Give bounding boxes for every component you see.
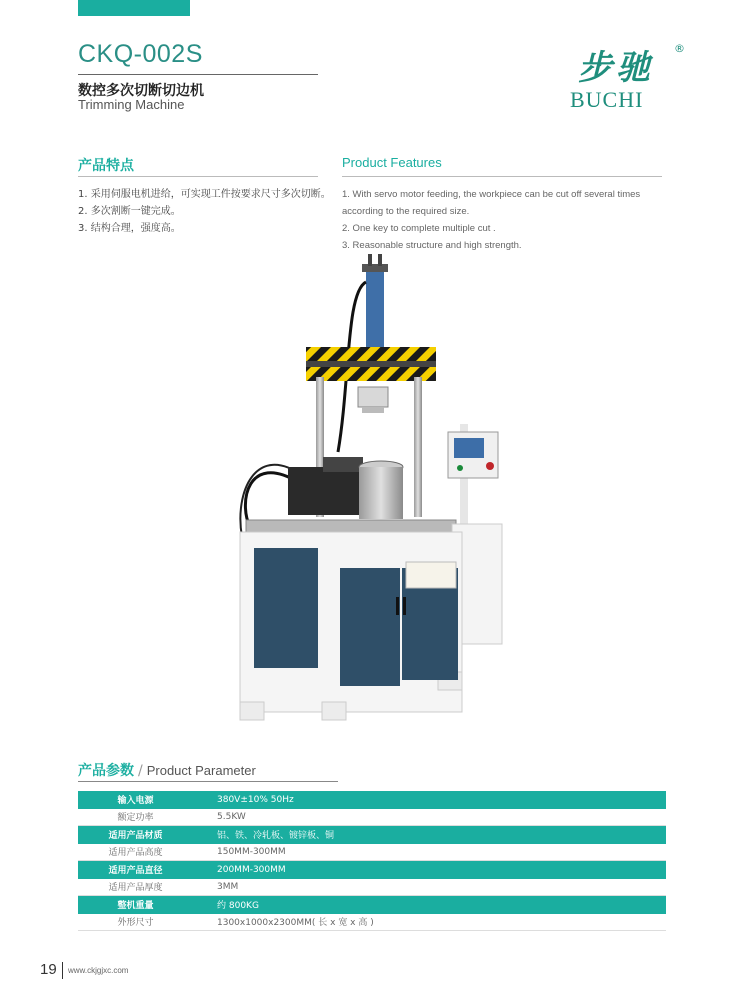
param-value: 铝、铁、冷轧板、镀锌板、铜 bbox=[217, 831, 335, 842]
param-label: 适用产品高度 bbox=[108, 848, 163, 859]
header-divider bbox=[78, 74, 318, 75]
product-title-en: Trimming Machine bbox=[78, 97, 185, 112]
feature-item-cn: 3. 结构合理，强度高。 bbox=[78, 223, 181, 234]
table-row bbox=[78, 879, 666, 897]
param-label: 外形尺寸 bbox=[117, 918, 154, 929]
features-divider-cn bbox=[78, 176, 318, 177]
model-number: CKQ-002S bbox=[78, 40, 203, 68]
table-row bbox=[78, 861, 666, 879]
registered-mark: ® bbox=[674, 42, 685, 55]
hydraulic-cylinder bbox=[366, 270, 384, 360]
machine-image bbox=[228, 252, 518, 722]
page-number: 19 bbox=[40, 961, 57, 978]
feature-item-en: 3. Reasonable structure and high strength. bbox=[342, 240, 522, 251]
brand-logo bbox=[568, 40, 688, 112]
table-row bbox=[78, 826, 666, 844]
top-crossbeam bbox=[306, 347, 436, 361]
param-value: 1300x1000x2300MM( 长 x 宽 x 高 ) bbox=[217, 918, 374, 929]
param-value: 200MM-300MM bbox=[217, 864, 286, 875]
features-heading-en: Product Features bbox=[342, 155, 442, 170]
feature-item-cn: 2. 多次割断一键完成。 bbox=[78, 206, 181, 217]
feature-item-cn: 1. 采用伺服电机进给，可实现工件按要求尺寸多次切断。 bbox=[78, 189, 331, 200]
features-list-cn bbox=[78, 186, 331, 237]
nameplate bbox=[406, 562, 456, 588]
workpiece-chuck bbox=[359, 467, 403, 519]
table-row bbox=[78, 809, 666, 827]
feature-item-en: 1. With servo motor feeding, the workpiece can be cut off several times according to the required size. bbox=[342, 189, 641, 217]
parameters-divider bbox=[78, 781, 338, 782]
table-row bbox=[78, 791, 666, 809]
param-label: 适用产品材质 bbox=[108, 831, 163, 842]
param-label: 整机重量 bbox=[117, 901, 154, 912]
param-label: 额定功率 bbox=[117, 813, 154, 824]
param-value: 150MM-300MM bbox=[217, 846, 286, 857]
param-value: 5.5KW bbox=[217, 811, 246, 822]
features-heading-cn: 产品特点 bbox=[78, 158, 134, 174]
worktable bbox=[246, 520, 456, 532]
features-divider-en bbox=[342, 176, 662, 177]
table-row bbox=[78, 896, 666, 914]
logo-text-en: BUCHI bbox=[570, 87, 644, 112]
top-accent-bar bbox=[78, 0, 190, 16]
heading-slash: / bbox=[138, 763, 143, 779]
param-value: 约 800KG bbox=[217, 901, 259, 912]
logo-text-cn: 步驰 bbox=[578, 48, 654, 88]
param-label: 输入电源 bbox=[117, 796, 154, 807]
product-title-cn: 数控多次切断切边机 bbox=[78, 83, 204, 99]
table-row bbox=[78, 914, 666, 932]
param-label: 适用产品直径 bbox=[108, 866, 163, 877]
param-value: 3MM bbox=[217, 881, 239, 892]
footer-separator bbox=[62, 962, 63, 979]
features-list-en bbox=[342, 186, 672, 254]
table-row bbox=[78, 844, 666, 862]
guide-column-right bbox=[414, 377, 422, 517]
parameters-heading bbox=[78, 760, 256, 780]
param-label: 适用产品厚度 bbox=[108, 883, 163, 894]
parameters-heading-cn: 产品参数 bbox=[78, 763, 134, 779]
parameters-heading-en: Product Parameter bbox=[146, 763, 256, 778]
param-value: 380V±10% 50Hz bbox=[217, 794, 294, 805]
parameters-table bbox=[78, 791, 666, 931]
feature-item-en: 2. One key to complete multiple cut . bbox=[342, 223, 496, 234]
website-url: www.ckjgjxc.com bbox=[68, 966, 129, 975]
cabinet-door-left bbox=[254, 548, 318, 668]
cabinet-door-center-left bbox=[340, 568, 400, 686]
servo-motor bbox=[288, 467, 368, 515]
